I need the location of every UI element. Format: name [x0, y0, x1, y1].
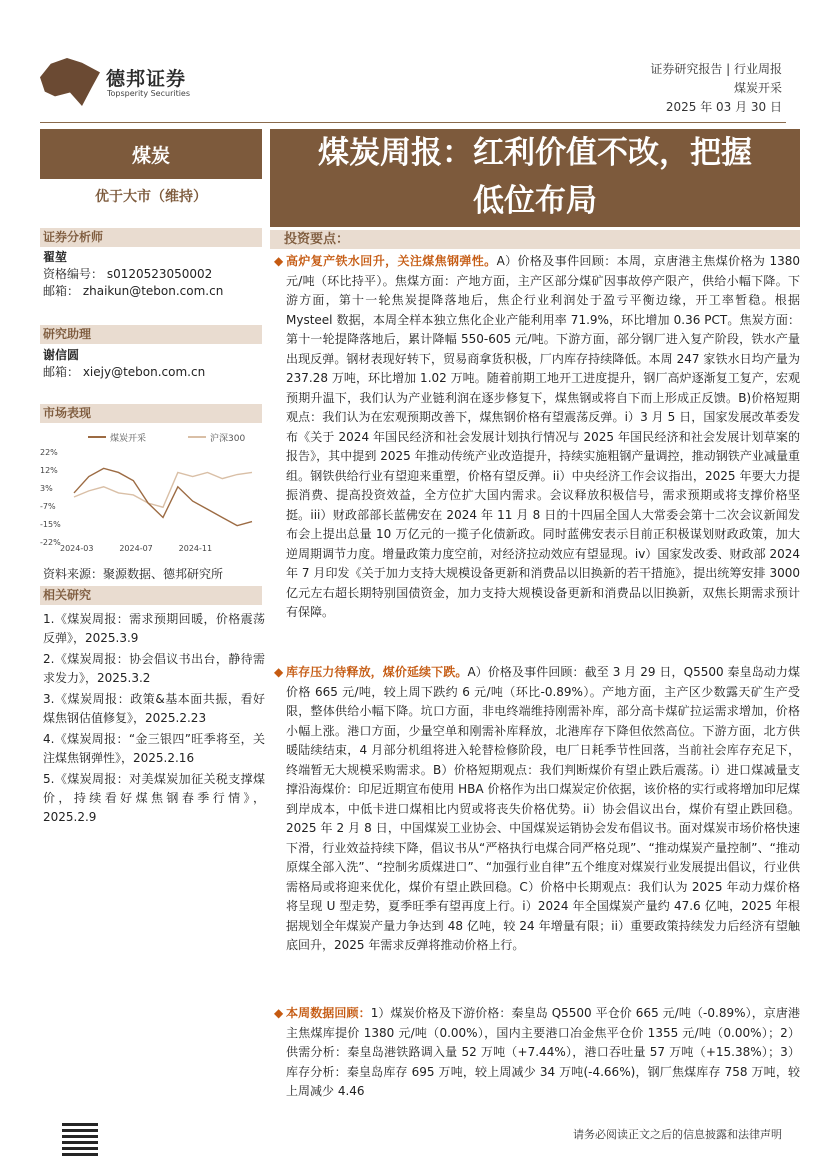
rating: 优于大市（维持）: [95, 189, 207, 205]
analyst-block: [43, 249, 223, 300]
key-points-heading: 投资要点：: [270, 230, 800, 249]
analyst-heading: 证券分析师: [40, 228, 262, 247]
x-tick-label: 2024-03: [60, 544, 94, 552]
header-meta: [650, 60, 782, 117]
key-point-1-lead: 高炉复产铁水回升，关注煤焦钢弹性。: [286, 254, 497, 268]
x-tick-label: 2024-11: [178, 544, 213, 552]
bullet-icon: ◆: [274, 254, 284, 268]
key-point-2-body: A）价格及事件回顾：截至 3 月 29 日，Q5500 秦皇岛动力煤价格 665 元/吨，较上周下跌约 6 元/吨（环比-0.89%）。产地方面，主产区少数露天矿生产受限，整体供给小幅下降。坑口方面，非电终端维持刚需补库，部分高卡煤矿拉运需求增加，价格小幅上涨。港口方面，少量空单和刚需补库释放，北港库存下降但依然高位。下游方面，北方供暖陆续结束，4 月部分机组将进入轮替检修阶段，电厂日耗季节性回落，当前社会库存充足下，终端暂无大规模采购需求。B）价格短期观点：我们判断煤价有望止跌后震荡。i）进口煤减量支撑沿海煤价：印尼近期宣布使用 HBA 价格作为出口煤炭定价依据，该价格的实行或将增加印尼煤到岸成本，中低卡进口煤相比内贸或将丧失价格优势。ii）协会倡议出台，煤价有望止跌回稳。2025 年 2 月 8 日，中国煤炭工业协会、中国煤炭运销协会发布倡议书。面对煤炭市场价格快速下滑，行业效益持续下降，倡议书从“严格执行电煤合同严格兑现”、“推动煤炭产量控制”、“推动原煤全部入洗”、“控制劣质煤进口”、“加强行业自律”五个维度对煤炭行业发展提出倡议，行业供需格局或将迎来优化，煤价有望止跌回稳。C）价格中长期观点：我们认为 2025 年动力煤价格将呈现 U 型走势，夏季旺季有望再度上行。i）2024 年全国煤炭产量约 47.6 亿吨，2025 年根据规划全年煤炭产量力争达到 48 亿吨，较 24 年增量有限；ii）重要政策持续发力后经济有望触底回升，2025 年需求反弹将推动价格上行。: [286, 665, 800, 952]
analyst-email: 邮箱： zhaikun@tebon.com.cn: [43, 284, 224, 298]
sector-label: 煤炭: [40, 129, 262, 179]
analyst-name: 翟堃: [43, 250, 68, 264]
y-tick-label: -15%: [40, 520, 61, 529]
series-line-hs300: [74, 472, 252, 507]
assistant-block: [43, 347, 205, 381]
series-line-coal: [74, 468, 252, 525]
related-item[interactable]: 1.《煤炭周报：需求预期回暖，价格震荡反弹》，2025.3.9: [43, 612, 265, 645]
report-type: 证券研究报告 | 行业周报: [650, 62, 782, 76]
market-chart: [40, 424, 262, 552]
assistant-name: 谢信圆: [43, 348, 80, 362]
brand-name-cn: 德邦证券: [106, 68, 187, 90]
market-heading: 市场表现: [40, 404, 262, 423]
title-line-2: 低位布局: [473, 183, 597, 219]
assistant-heading: 研究助理: [40, 325, 262, 344]
y-tick-label: 22%: [40, 448, 58, 457]
related-list: [43, 610, 265, 827]
key-point-1-body: A）价格及事件回顾：本周，京唐港主焦煤价格为 1380 元/吨（环比持平）。焦煤方面：产地方面，主产区部分煤矿因事故停产限产，供给小幅下降。下游方面，第十一轮焦炭提降落地后，焦企行业利润处于盈亏平衡边缘，开工率暂稳。根据 Mysteel 数据，本周全样本独立焦化企业产能利用率 71.9%，环比增加 0.36 PCT。焦炭方面：第十一轮提降落地后，累计降幅 550-605 元/吨。下游方面，部分钢厂进入复产阶段，铁水产量出现反弹。钢材表现好转下，贸易商拿货积极，厂内库存持续降低。本周 247 家铁水日均产量为 237.28 万吨，环比增加 1.02 万吨。随着前期工地开工进度提升，钢厂高炉逐渐复工复产，宏观预期升温下，我们认为产业链利润在逐步修复下，煤焦钢或将自下而上形成正反馈。B)价格短期观点：我们认为在宏观预期改善下，煤焦钢价格有望震荡反弹。i）3 月 5 日，国家发展改革委发布《关于 2024 年国民经济和社会发展计划执行情况与 2025 年国民经济和社会发展计划草案的报告》，其中提到 2025 年推动传统产业改造提升，持续实施粗钢产量调控，推动钢铁产业减量重组。钢铁供给行业有望迎来重塑，价格有望反弹。ii）中央经济工作会议指出，2025 年要大力提振消费、提高投资效益，全方位扩大国内需求。会议释放积极信号，需求预期或将支撑价格坚挺。iii）财政部部长蓝佛安在 2024 年 11 月 8 日的十四届全国人大常委会第十二次会议新闻发布会上提出总量 10 万亿元的一揽子化债新政。同时蓝佛安表示目前正积极谋划财政政策，加大逆周期调节力度。增量政策力度空前，对经济拉动效应有望显现。iv）国家发改委、财政部 2024 年 7 月印发《关于加力支持大规模设备更新和消费品以旧换新的若干措施》，提出统筹安排 3000 亿元左右超长期特别国债资金，加力支持大规模设备更新和消费品以旧换新，双焦长期需求预计有保障。: [286, 254, 800, 619]
header-divider: [40, 122, 786, 123]
industry-line: 煤炭开采: [733, 81, 782, 95]
key-point-2-lead: 库存压力待释放，煤价延续下跌。: [286, 665, 468, 679]
key-point-3: [274, 1004, 800, 1102]
y-tick-label: -22%: [40, 538, 61, 547]
related-item[interactable]: 5.《煤炭周报：对美煤炭加征关税支撑煤价，持续看好煤焦钢春季行情》，2025.2.9: [43, 772, 265, 824]
market-source: 资料来源：聚源数据、德邦研究所: [43, 567, 224, 581]
y-tick-label: -7%: [40, 502, 56, 511]
related-item[interactable]: 2.《煤炭周报：协会倡议书出台，静待需求发力》，2025.3.2: [43, 652, 265, 685]
qr-code-icon: [62, 1120, 98, 1156]
key-point-1: [274, 252, 800, 623]
bullet-icon: ◆: [274, 1006, 284, 1020]
bullet-icon: ◆: [274, 665, 284, 679]
y-tick-label: 12%: [40, 466, 58, 475]
related-item[interactable]: 4.《煤炭周报：“金三银四”旺季将至，关注煤焦钢弹性》，2025.2.16: [43, 732, 265, 765]
x-tick-label: 2024-07: [119, 544, 153, 552]
report-date: 2025 年 03 月 30 日: [665, 100, 782, 114]
analyst-cert: 资格编号： s0120523050002: [43, 267, 213, 281]
key-point-3-body: 1）煤炭价格及下游价格：秦皇岛 Q5500 平仓价 665 元/吨（-0.89%），京唐港主焦煤库提价 1380 元/吨（0.00%），国内主要港口冶金焦平仓价 1355 元/吨（0.00%）；2）供需分析：秦皇岛港铁路调入量 52 万吨（+7.44%），港口吞吐量 57 万吨（+15.38%）；3）库存分析：秦皇岛库存 695 万吨，较上周减少 34 万吨(-4.66%)，钢厂焦煤库存 758 万吨，较上周减少 4.46: [286, 1006, 800, 1098]
legend-label-coal: 煤炭开采: [110, 434, 147, 444]
y-tick-label: 3%: [40, 484, 53, 493]
report-title: [270, 129, 800, 227]
assistant-email: 邮箱： xiejy@tebon.com.cn: [43, 365, 206, 379]
brand-logo-icon: [40, 58, 100, 106]
title-line-1: 煤炭周报：红利价值不改，把握: [318, 135, 752, 171]
footer-disclaimer: 请务必阅读正文之后的信息披露和法律声明: [573, 1128, 782, 1141]
key-point-2: [274, 663, 800, 956]
related-item[interactable]: 3.《煤炭周报：政策&基本面共振，看好煤焦钢估值修复》，2025.2.23: [43, 692, 265, 725]
related-heading: 相关研究: [40, 586, 262, 605]
brand-name-en: Topsperity Securities: [107, 89, 191, 98]
key-point-3-lead: 本周数据回顾：: [286, 1006, 371, 1020]
legend-label-hs300: 沪深300: [210, 434, 246, 444]
